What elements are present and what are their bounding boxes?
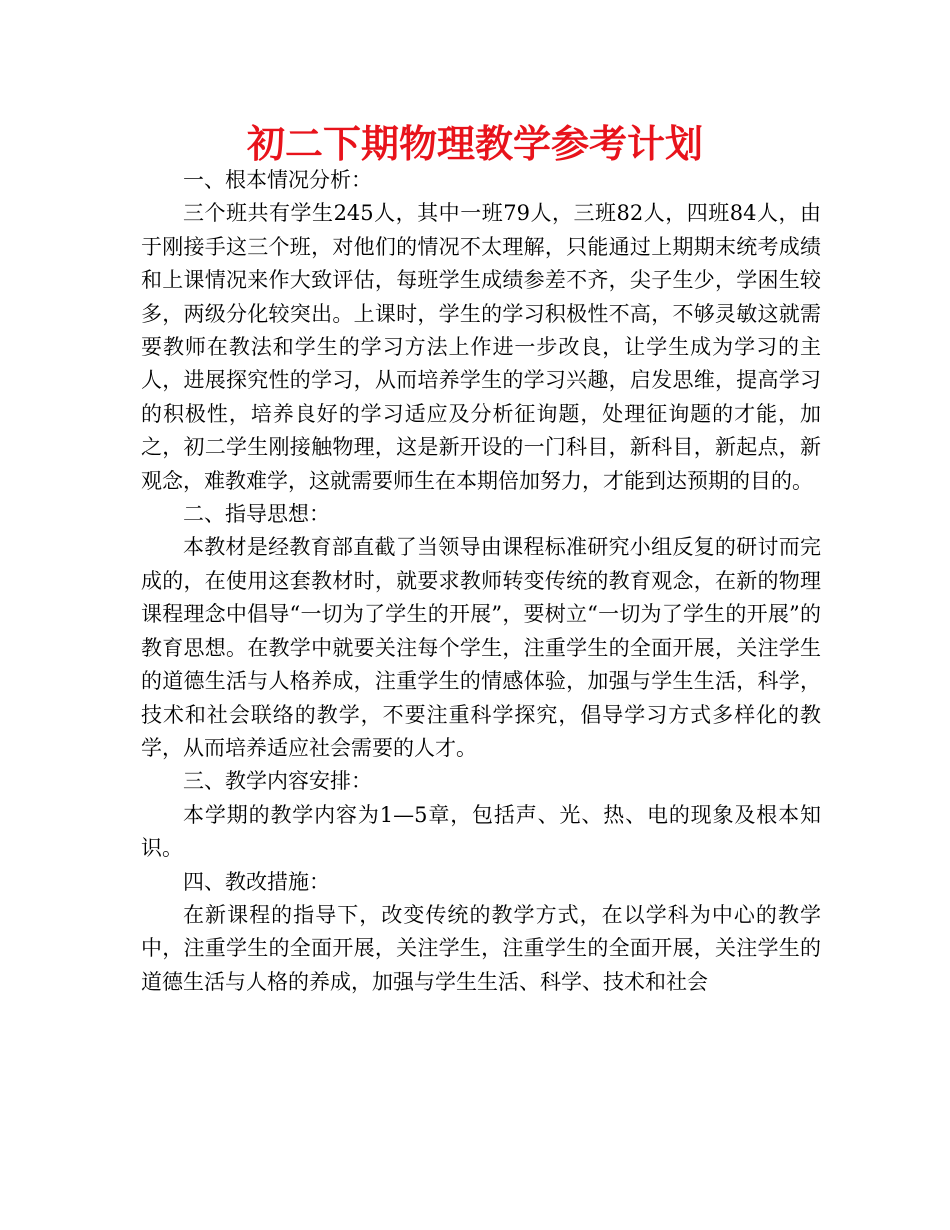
section-heading-situation-analysis: 一、根本情况分析： bbox=[183, 168, 372, 192]
document-body bbox=[141, 164, 821, 999]
paragraph-reform-measures: 在新课程的指导下，改变传统的教学方式，在以学科为中心的教学中，注重学生的全面开展，关注学生，注重学生的全面开展，关注学生的道德生活与人格的养成，加强与学生生活、科学、技术和社会 bbox=[141, 902, 821, 994]
paragraph-situation-analysis: 三个班共有学生245人，其中一班79人，三班82人，四班84人，由于刚接手这三个班，对他们的情况不太理解，只能通过上期期末统考成绩和上课情况来作大致评估，每班学生成绩参差不齐，尖子生少，学困生较多，两级分化较突出。上课时，学生的学习积极性不高，不够灵敏这就需要教师在教法和学生的学习方法上作进一步改良，让学生成为学习的主人，进展探究性的学习，从而培养学生的学习兴趣，启发思维，提高学习的积极性，培养良好的学习适应及分析征询题，处理征询题的才能，加之，初二学生刚接触物理，这是新开设的一门科目，新科目，新起点，新观念，难教难学，这就需要师生在本期倍加努力，才能到达预期的目的。 bbox=[141, 201, 821, 493]
paragraph-teaching-content: 本学期的教学内容为1—5章，包括声、光、热、电的现象及根本知识。 bbox=[141, 802, 821, 861]
section-heading-guiding-thought: 二、指导思想： bbox=[183, 502, 330, 527]
section-heading-reform-measures: 四、教改措施： bbox=[183, 869, 330, 894]
paragraph-guiding-thought: 本教材是经教育部直截了当领导由课程标准研究小组反复的研讨而完成的，在使用这套教材时，就要求教师转变传统的教育观念，在新的物理课程理念中倡导“一切为了学生的开展”，要树立“一切为了学生的开展”的教育思想。在教学中就要关注每个学生，注重学生的全面开展，关注学生的道德生活与人格养成，注重学生的情感体验，加强与学生生活，科学，技术和社会联络的教学，不要注重科学探究，倡导学习方式多样化的教学，从而培养适应社会需要的人才。 bbox=[141, 535, 821, 760]
section-heading-teaching-content: 三、教学内容安排： bbox=[183, 769, 372, 794]
document-title: 初二下期物理教学参考计划 bbox=[246, 122, 703, 166]
